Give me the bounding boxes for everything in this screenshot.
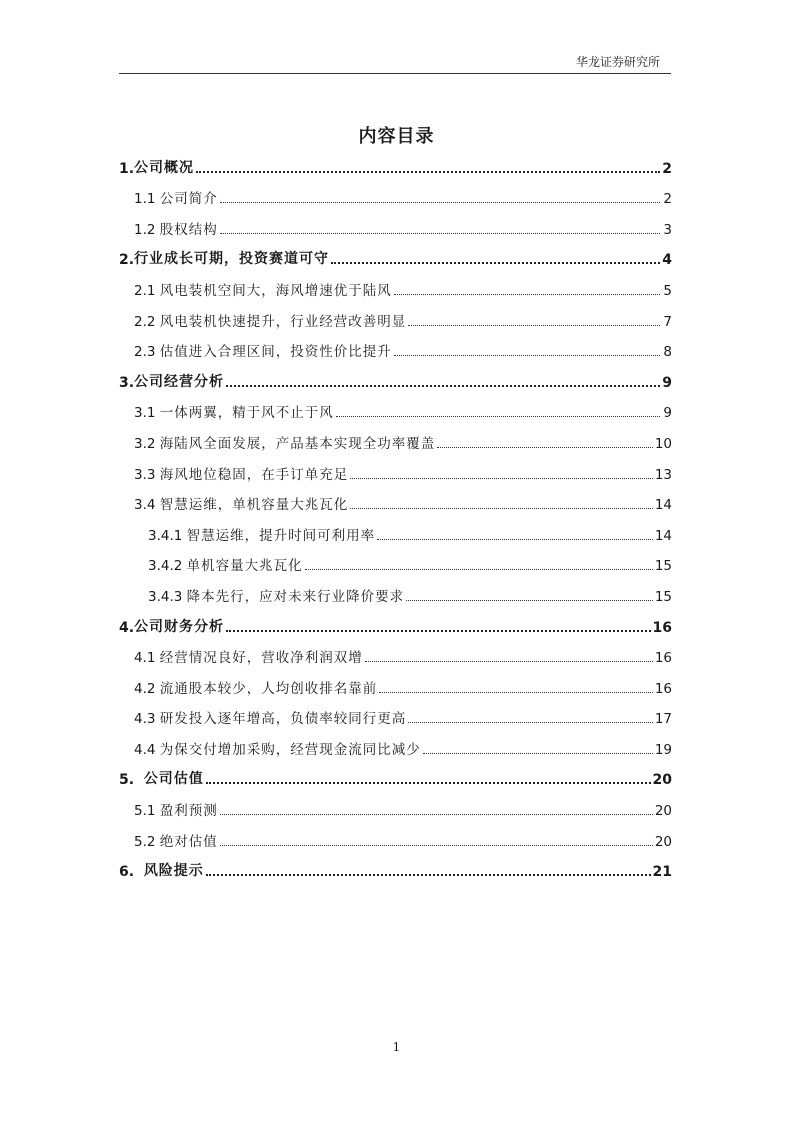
toc-entry-label: 股权结构: [159, 221, 218, 238]
toc-entry-number: 4.: [119, 619, 135, 636]
toc-entry[interactable]: [119, 764, 672, 795]
toc-entry-page: 20: [654, 803, 672, 820]
toc-entry[interactable]: [119, 611, 672, 642]
toc-entry-number: 1.1: [134, 191, 160, 208]
toc-entry[interactable]: [119, 825, 672, 856]
toc-entry[interactable]: [119, 550, 672, 581]
toc-entry[interactable]: [119, 458, 672, 489]
toc-entry-number: 3.4.1: [148, 527, 187, 544]
toc-entry-number: 3.4.3: [148, 588, 187, 605]
toc-dot-leader: [206, 782, 651, 784]
toc-entry-number: 3.: [119, 374, 135, 391]
toc-entry-number: 3.3: [134, 466, 160, 483]
toc-entry[interactable]: [119, 519, 672, 550]
toc-entry[interactable]: [119, 305, 672, 336]
toc-entry[interactable]: [119, 152, 672, 183]
toc-entry-label: 公司概况: [134, 159, 195, 176]
toc-entry-page: 3: [663, 221, 672, 238]
toc-dot-leader: [394, 294, 660, 295]
toc-entry-label: 公司经营分析: [134, 373, 225, 390]
toc-entry-page: 21: [652, 864, 672, 881]
toc-entry-label: 为保交付增加采购，经营现金流同比减少: [159, 741, 421, 758]
header-org-name: 华龙证券研究所: [575, 55, 660, 69]
toc-entry-page: 9: [662, 374, 672, 391]
toc-dot-leader: [196, 171, 660, 173]
toc-dot-leader: [350, 478, 653, 479]
toc-dot-leader: [206, 874, 651, 876]
toc-entry-page: 15: [654, 558, 672, 575]
toc-dot-leader: [226, 385, 660, 387]
toc-dot-leader: [220, 233, 660, 234]
toc-entry-label: 行业成长可期，投资赛道可守: [134, 251, 330, 268]
toc-entry-number: 4.3: [134, 711, 160, 728]
toc-entry-label: 绝对估值: [159, 833, 218, 850]
toc-entry-number: 3.2: [134, 435, 160, 452]
toc-entry-label: 降本先行，应对未来行业降价要求: [186, 588, 405, 605]
toc-entry[interactable]: [119, 244, 672, 275]
toc-entry-number: 3.4.2: [148, 558, 187, 575]
toc-entry-label: 智慧运维，单机容量大兆瓦化: [159, 497, 349, 514]
toc-entry-page: 16: [652, 619, 672, 636]
toc-entry-page: 10: [654, 435, 672, 452]
toc-dot-leader: [377, 539, 653, 540]
toc-dot-leader: [423, 753, 653, 754]
toc-entry-number: 1.: [119, 160, 135, 177]
toc-dot-leader: [406, 600, 653, 601]
toc-entry-number: 5.2: [134, 833, 160, 850]
toc-dot-leader: [379, 692, 653, 693]
toc-entry[interactable]: [119, 580, 672, 611]
toc-entry-label: 经营情况良好，营收净利润双增: [159, 650, 363, 667]
toc-entry-number: 2.1: [134, 282, 160, 299]
toc-entry-number: 1.2: [134, 221, 160, 238]
toc-entry-number: 4.1: [134, 650, 160, 667]
toc-entry-page: 5: [663, 282, 672, 299]
toc-entry-page: 4: [662, 252, 672, 269]
toc-entry-number: 4.2: [134, 680, 160, 697]
toc-entry[interactable]: [119, 642, 672, 673]
toc-entry-number: 4.4: [134, 741, 160, 758]
toc-entry[interactable]: [119, 366, 672, 397]
toc-entry[interactable]: [119, 856, 672, 887]
toc-entry-number: 3.1: [134, 405, 160, 422]
toc-entry[interactable]: [119, 489, 672, 520]
toc-title: 内容目录: [358, 126, 435, 147]
toc-entry[interactable]: [119, 733, 672, 764]
toc-entry-page: 15: [654, 588, 672, 605]
toc-entry[interactable]: [119, 672, 672, 703]
table-of-contents: [119, 152, 672, 886]
toc-entry-label: 一体两翼，精于风不止于风: [159, 405, 334, 422]
toc-entry[interactable]: [119, 213, 672, 244]
toc-entry-label: 估值进入合理区间，投资性价比提升: [159, 344, 392, 361]
toc-dot-leader: [226, 630, 650, 632]
toc-dot-leader: [331, 262, 660, 264]
toc-entry-number: 6.: [119, 864, 144, 881]
toc-entry[interactable]: [119, 336, 672, 367]
toc-entry-page: 16: [654, 680, 672, 697]
toc-entry[interactable]: [119, 703, 672, 734]
toc-dot-leader: [365, 661, 653, 662]
toc-dot-leader: [408, 722, 653, 723]
toc-entry-number: 2.3: [134, 344, 160, 361]
toc-entry-label: 风电装机空间大，海风增速优于陆风: [159, 282, 392, 299]
toc-entry-label: 公司估值: [143, 771, 204, 788]
toc-entry-page: 8: [663, 344, 672, 361]
toc-entry-label: 海陆风全面发展，产品基本实现全功率覆盖: [159, 435, 436, 452]
toc-entry-page: 16: [654, 650, 672, 667]
toc-entry-label: 公司简介: [159, 191, 218, 208]
toc-entry-label: 公司财务分析: [134, 618, 225, 635]
toc-dot-leader: [220, 845, 653, 846]
toc-entry-number: 5.1: [134, 803, 160, 820]
toc-entry-label: 海风地位稳固，在手订单充足: [159, 466, 349, 483]
toc-entry-page: 14: [654, 527, 672, 544]
toc-entry-page: 14: [654, 497, 672, 514]
toc-entry-label: 风险提示: [143, 863, 204, 880]
toc-entry-number: 5.: [119, 772, 144, 789]
toc-entry-page: 7: [663, 313, 672, 330]
toc-dot-leader: [394, 355, 660, 356]
toc-dot-leader: [350, 508, 653, 509]
toc-entry-label: 流通股本较少，人均创收排名靠前: [159, 680, 378, 697]
toc-dot-leader: [408, 325, 660, 326]
toc-entry-label: 研发投入逐年增高，负债率较同行更高: [159, 711, 407, 728]
toc-entry-number: 3.4: [134, 497, 160, 514]
toc-entry[interactable]: [119, 183, 672, 214]
toc-entry[interactable]: [119, 794, 672, 825]
toc-entry-page: 20: [652, 772, 672, 789]
toc-entry-page: 19: [654, 741, 672, 758]
toc-entry-page: 2: [663, 191, 672, 208]
footer-page-number: 1: [392, 1040, 401, 1054]
toc-entry-label: 单机容量大兆瓦化: [186, 558, 303, 575]
toc-entry-number: 2.2: [134, 313, 160, 330]
toc-dot-leader: [220, 202, 660, 203]
toc-entry-page: 9: [663, 405, 672, 422]
toc-entry-page: 2: [662, 160, 672, 177]
toc-entry-page: 17: [654, 711, 672, 728]
toc-dot-leader: [336, 416, 660, 417]
toc-entry-page: 13: [654, 466, 672, 483]
toc-entry[interactable]: [119, 397, 672, 428]
header-divider: [119, 73, 671, 74]
toc-entry[interactable]: [119, 274, 672, 305]
toc-entry-label: 盈利预测: [159, 803, 218, 820]
toc-entry[interactable]: [119, 427, 672, 458]
toc-dot-leader: [437, 447, 653, 448]
toc-entry-number: 2.: [119, 252, 135, 269]
toc-entry-label: 智慧运维，提升时间可利用率: [186, 527, 376, 544]
toc-entry-label: 风电装机快速提升，行业经营改善明显: [159, 313, 407, 330]
toc-entry-page: 20: [654, 833, 672, 850]
toc-dot-leader: [220, 814, 653, 815]
toc-dot-leader: [305, 569, 653, 570]
